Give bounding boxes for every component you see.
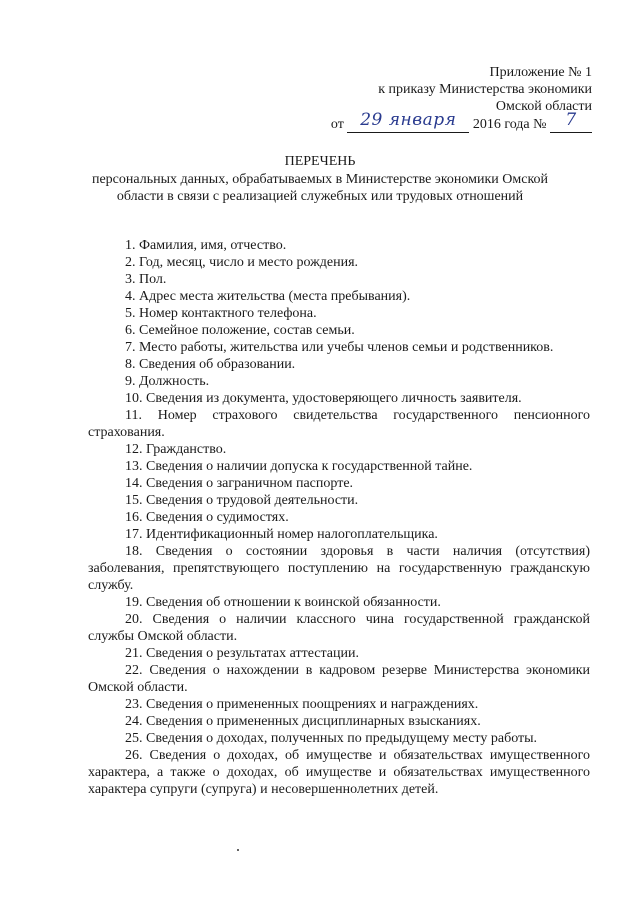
list-item-text: Адрес места жительства (места пребывания). <box>139 289 411 304</box>
list-item-number: 18. <box>125 544 143 559</box>
list-item-text: Сведения о результатах аттестации. <box>146 646 359 661</box>
year-text: 2016 года № <box>472 117 547 132</box>
list-item-number: 12. <box>125 442 143 457</box>
list-item <box>88 271 590 288</box>
list-item <box>88 305 590 322</box>
order-date-line <box>272 110 592 133</box>
list-item-text: Сведения о наличии допуска к государственной тайне. <box>146 459 473 474</box>
list-item-number: 16. <box>125 510 143 525</box>
list-item-text: Сведения о доходах, об имуществе и обязательствах имущественного характера, а также о доходах, об имуществе и обязательствах имущественного характера супруги (супруга) и несовершеннолетних детей. <box>88 748 590 797</box>
list-item <box>88 509 590 526</box>
list-item-number: 11. <box>125 408 142 423</box>
list-item-text: Идентификационный номер налогоплательщика. <box>146 527 438 542</box>
region-name: Омской области <box>495 99 592 114</box>
appendix-header <box>272 64 592 133</box>
list-item-text: Сведения об отношении к воинской обязанности. <box>146 595 441 610</box>
appendix-number: Приложение № 1 <box>489 65 592 80</box>
list-item <box>88 611 590 645</box>
list-item <box>88 458 590 475</box>
list-item-number: 19. <box>125 595 143 610</box>
list-item-number: 3. <box>125 272 136 287</box>
order-reference: к приказу Министерства экономики <box>378 82 592 97</box>
list-item-text: Сведения об образовании. <box>139 357 296 372</box>
handwritten-date: 29 января <box>360 110 457 130</box>
list-item-number: 17. <box>125 527 143 542</box>
list-item <box>88 594 590 611</box>
list-item <box>88 696 590 713</box>
date-prefix: от <box>330 117 344 132</box>
personal-data-list <box>88 237 590 798</box>
number-blank <box>550 110 592 133</box>
list-item <box>88 441 590 458</box>
list-item-number: 5. <box>125 306 136 321</box>
list-item-text: Сведения о нахождении в кадровом резерве Министерства экономики Омской области. <box>88 663 590 695</box>
list-item-number: 22. <box>125 663 143 678</box>
list-item-number: 1. <box>125 238 136 253</box>
list-item-number: 9. <box>125 374 136 389</box>
list-item-text: Должность. <box>139 374 210 389</box>
list-item-text: Сведения о заграничном паспорте. <box>146 476 354 491</box>
list-item-text: Сведения о примененных дисциплинарных взысканиях. <box>146 714 481 729</box>
list-item-text: Пол. <box>139 272 167 287</box>
list-item-number: 13. <box>125 459 143 474</box>
list-item-text: Сведения из документа, удостоверяющего личность заявителя. <box>146 391 522 406</box>
list-item-number: 20. <box>125 612 143 627</box>
list-item-number: 7. <box>125 340 136 355</box>
document-title: ПЕРЕЧЕНЬ <box>284 154 356 169</box>
list-item-number: 14. <box>125 476 143 491</box>
list-item <box>88 373 590 390</box>
list-item <box>88 543 590 594</box>
list-item <box>88 662 590 696</box>
list-item-text: Номер страхового свидетельства государственного пенсионного страхования. <box>88 408 590 440</box>
list-item-text: Фамилия, имя, отчество. <box>139 238 287 253</box>
list-item <box>88 322 590 339</box>
list-item-number: 4. <box>125 289 136 304</box>
list-item <box>88 492 590 509</box>
list-item-number: 23. <box>125 697 143 712</box>
list-item <box>88 475 590 492</box>
list-item <box>88 254 590 271</box>
list-item <box>88 356 590 373</box>
list-item-text: Место работы, жительства или учебы членов семьи и родственников. <box>139 340 554 355</box>
list-item-text: Семейное положение, состав семьи. <box>139 323 355 338</box>
list-item <box>88 390 590 407</box>
list-item-text: Сведения о судимостях. <box>146 510 289 525</box>
list-item-text: Сведения о наличии классного чина государственной гражданской службы Омской области. <box>88 612 591 644</box>
list-item-text: Номер контактного телефона. <box>139 306 317 321</box>
list-item-text: Сведения о состоянии здоровья в части наличия (отсутствия) заболевания, препятствующего поступлению на государственную гражданскую службу. <box>88 544 590 593</box>
list-item-number: 24. <box>125 714 143 729</box>
list-item <box>88 713 590 730</box>
scan-speck <box>237 849 239 851</box>
list-item-text: Сведения о примененных поощрениях и награждениях. <box>146 697 479 712</box>
list-item <box>88 407 590 441</box>
list-item-number: 26. <box>125 748 143 763</box>
list-item-number: 25. <box>125 731 143 746</box>
list-item <box>88 288 590 305</box>
handwritten-number: 7 <box>565 110 577 130</box>
list-item-text: Год, месяц, число и место рождения. <box>139 255 359 270</box>
list-item-text: Гражданство. <box>146 442 227 457</box>
list-item-number: 8. <box>125 357 136 372</box>
list-item-text: Сведения о доходах, полученных по предыдущему месту работы. <box>146 731 538 746</box>
list-item-number: 10. <box>125 391 143 406</box>
list-item <box>88 730 590 747</box>
list-item-number: 6. <box>125 323 136 338</box>
list-item-number: 15. <box>125 493 143 508</box>
list-item-number: 2. <box>125 255 136 270</box>
list-item <box>88 526 590 543</box>
list-item <box>88 237 590 254</box>
list-item <box>88 747 590 798</box>
list-item <box>88 645 590 662</box>
list-item-text: Сведения о трудовой деятельности. <box>146 493 359 508</box>
list-item <box>88 339 590 356</box>
list-item-number: 21. <box>125 646 143 661</box>
date-blank <box>347 110 469 133</box>
document-subtitle: персональных данных, обрабатываемых в Министерстве экономики Омской области в связи с реализацией служебных или трудовых отношений <box>91 172 549 204</box>
